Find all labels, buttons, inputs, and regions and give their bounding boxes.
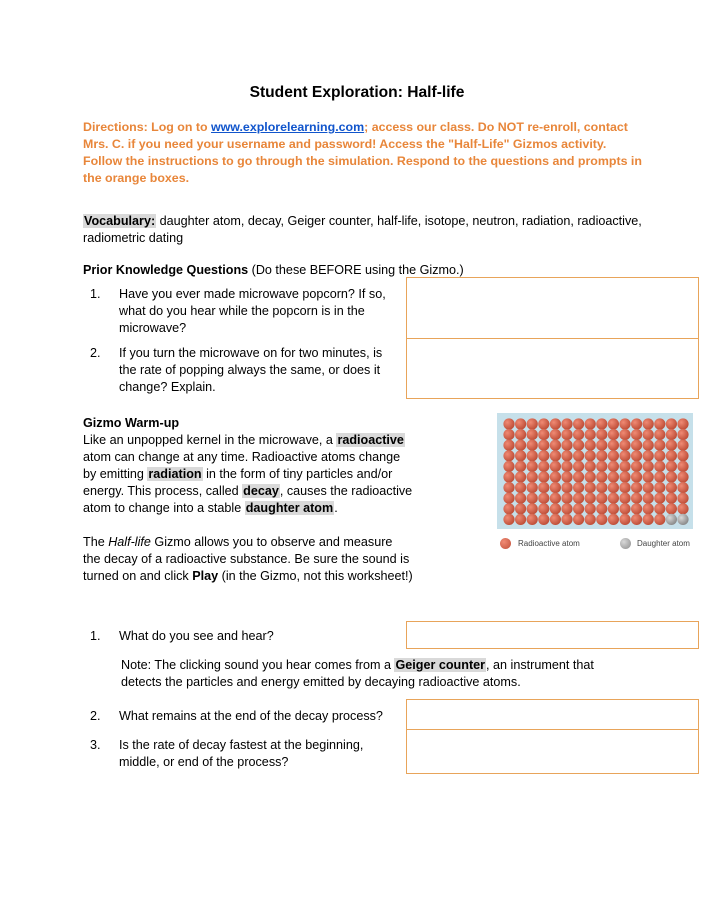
radioactive-atom: [643, 514, 654, 525]
radioactive-atom: [527, 471, 538, 482]
radioactive-atom: [561, 450, 572, 461]
radioactive-atom: [631, 429, 642, 440]
radioactive-atom: [643, 450, 654, 461]
radioactive-atom: [550, 482, 561, 493]
radioactive-atom: [596, 514, 607, 525]
radioactive-atom: [654, 450, 665, 461]
radioactive-atom: [596, 450, 607, 461]
radioactive-atom: [561, 493, 572, 504]
radioactive-atom: [515, 429, 526, 440]
radioactive-atom: [561, 429, 572, 440]
radioactive-atom: [550, 429, 561, 440]
radioactive-atom: [619, 429, 630, 440]
play-word: Play: [192, 569, 219, 583]
radioactive-atom: [654, 429, 665, 440]
radioactive-atom: [503, 461, 514, 472]
radioactive-atom: [585, 440, 596, 451]
radioactive-atom: [666, 429, 677, 440]
radioactive-atom: [573, 493, 584, 504]
radioactive-atom: [561, 418, 572, 429]
radioactive-atom: [643, 503, 654, 514]
radioactive-atom: [619, 471, 630, 482]
question-number: 3.: [90, 738, 101, 752]
radioactive-atom: [608, 461, 619, 472]
radioactive-atom: [619, 440, 630, 451]
radioactive-atom: [585, 461, 596, 472]
daughter-atom: [677, 514, 688, 525]
radioactive-atom: [585, 482, 596, 493]
radioactive-atom: [631, 482, 642, 493]
radioactive-atom: [666, 471, 677, 482]
radioactive-atom: [527, 440, 538, 451]
radioactive-atom: [550, 418, 561, 429]
warmup-paragraph-1: Like an unpopped kernel in the microwave, a radioactive atom can change at any time. Radioactive atoms change by emitting radiation in the form of tiny particles and/or energy. This process, called decay, causes the radioactive atom to change into a stable daughter atom.: [83, 433, 413, 515]
daughter-atom: [666, 514, 677, 525]
question-text: If you turn the microwave on for two minutes, is the rate of popping always the same, or does it change? Explain.: [119, 346, 383, 394]
radioactive-atom: [585, 450, 596, 461]
radioactive-atom: [608, 514, 619, 525]
radioactive-atom: [538, 514, 549, 525]
radioactive-atom: [643, 418, 654, 429]
radioactive-atom: [527, 482, 538, 493]
radioactive-atom: [654, 461, 665, 472]
term-decay: decay: [243, 484, 279, 498]
radioactive-atom: [643, 482, 654, 493]
question-number: 1.: [90, 629, 101, 643]
radioactive-atom: [527, 450, 538, 461]
radioactive-atom: [515, 471, 526, 482]
prior-knowledge-title: Prior Knowledge Questions: [83, 263, 249, 277]
radioactive-atom: [596, 461, 607, 472]
radioactive-atom: [538, 418, 549, 429]
radioactive-atom: [573, 418, 584, 429]
radioactive-atom: [515, 493, 526, 504]
radioactive-atom-legend-icon: [500, 538, 511, 549]
question-number: 1.: [90, 287, 101, 301]
radioactive-atom: [527, 429, 538, 440]
radioactive-atom: [573, 429, 584, 440]
term-geiger-counter: Geiger counter: [395, 658, 486, 672]
radioactive-atom: [608, 471, 619, 482]
term-daughter-atom: daughter atom: [245, 501, 334, 515]
radioactive-atom: [561, 440, 572, 451]
radioactive-atom: [666, 482, 677, 493]
radioactive-atom: [643, 440, 654, 451]
radioactive-atom: [503, 418, 514, 429]
vocabulary-label: Vocabulary:: [84, 214, 156, 228]
directions-prefix: Directions: Log on to: [83, 120, 212, 134]
radioactive-atom: [596, 503, 607, 514]
answer-box-prior-2[interactable]: [406, 338, 699, 399]
radioactive-atom: [538, 440, 549, 451]
radioactive-atom: [619, 514, 630, 525]
radioactive-atom: [619, 493, 630, 504]
gizmo-simulation-image: [497, 413, 693, 529]
radioactive-atom: [503, 471, 514, 482]
radioactive-atom: [654, 493, 665, 504]
page-title: Student Exploration: Half-life: [249, 84, 465, 101]
radioactive-atom: [619, 418, 630, 429]
radioactive-atom: [619, 482, 630, 493]
radioactive-atom: [561, 461, 572, 472]
radioactive-atom: [654, 440, 665, 451]
radioactive-atom: [538, 429, 549, 440]
radioactive-atom: [631, 418, 642, 429]
radioactive-atom: [677, 503, 688, 514]
radioactive-atom: [515, 418, 526, 429]
directions-suffix: ; access our class. Do NOT re-enroll, contact Mrs. C. if you need your username and password! Access the "Half-Life" Gizmos activity. Follow the instructions to go through the simulation. Respond to the questions and prompts in the orange boxes.: [83, 120, 642, 185]
warmup-paragraph-2: The Half-life Gizmo allows you to observe and measure the decay of a radioactive substance. Be sure the sound is turned on and click Play (in the Gizmo, not this worksheet!): [83, 535, 413, 583]
radioactive-atom: [596, 440, 607, 451]
explorelearning-link[interactable]: www.explorelearning.com: [211, 120, 365, 134]
radioactive-atom: [503, 514, 514, 525]
radioactive-atom: [515, 514, 526, 525]
radioactive-atom: [550, 503, 561, 514]
question-number: 2.: [90, 346, 101, 360]
radioactive-atom: [538, 503, 549, 514]
radioactive-atom: [561, 471, 572, 482]
radioactive-atom: [677, 461, 688, 472]
answer-box-3[interactable]: [406, 729, 699, 774]
radioactive-atom: [631, 471, 642, 482]
radioactive-atom: [608, 440, 619, 451]
radioactive-atom: [619, 450, 630, 461]
radioactive-atom: [527, 493, 538, 504]
radioactive-atom: [585, 514, 596, 525]
radioactive-atom: [596, 471, 607, 482]
radioactive-atom: [573, 514, 584, 525]
radioactive-atom: [666, 440, 677, 451]
radioactive-atom: [538, 450, 549, 461]
radioactive-atom: [608, 482, 619, 493]
answer-box-2[interactable]: [406, 699, 699, 730]
radioactive-atom: [538, 471, 549, 482]
radioactive-atom: [677, 450, 688, 461]
radioactive-atom: [573, 461, 584, 472]
prior-knowledge-note: (Do these BEFORE using the Gizmo.): [248, 263, 464, 277]
radioactive-atom: [631, 450, 642, 461]
radioactive-atom: [503, 503, 514, 514]
radioactive-atom: [538, 493, 549, 504]
radioactive-atom: [515, 482, 526, 493]
radioactive-atom: [666, 450, 677, 461]
radioactive-atom: [643, 429, 654, 440]
radioactive-atom: [677, 429, 688, 440]
radioactive-atom: [677, 493, 688, 504]
radioactive-atom: [538, 461, 549, 472]
radioactive-atom: [573, 440, 584, 451]
radioactive-atom: [666, 493, 677, 504]
radioactive-atom: [503, 493, 514, 504]
radioactive-atom: [550, 514, 561, 525]
radioactive-atom: [666, 418, 677, 429]
radioactive-atom: [503, 429, 514, 440]
vocabulary: [83, 213, 643, 247]
question-text: Is the rate of decay fastest at the beginning, middle, or end of the process?: [119, 738, 364, 769]
daughter-atom-legend-label: Daughter atom: [637, 539, 690, 548]
radioactive-atom: [608, 450, 619, 461]
radioactive-atom: [573, 471, 584, 482]
radioactive-atom: [619, 503, 630, 514]
radioactive-atom: [573, 450, 584, 461]
radioactive-atom: [596, 429, 607, 440]
radioactive-atom: [550, 461, 561, 472]
radioactive-atom: [503, 450, 514, 461]
radioactive-atom: [631, 440, 642, 451]
answer-box-prior-1[interactable]: [406, 277, 699, 339]
radioactive-atom: [550, 471, 561, 482]
radioactive-atom: [654, 471, 665, 482]
question-number: 2.: [90, 709, 101, 723]
radioactive-atom: [596, 493, 607, 504]
warmup-heading: Gizmo Warm-up: [83, 416, 180, 430]
radioactive-atom: [550, 493, 561, 504]
radioactive-atom: [515, 450, 526, 461]
radioactive-atom: [631, 514, 642, 525]
radioactive-atom: [527, 418, 538, 429]
radioactive-atom: [585, 493, 596, 504]
question-text: Have you ever made microwave popcorn? If so, what do you hear while the popcorn is in the microwave?: [119, 287, 386, 335]
vocabulary-text: daughter atom, decay, Geiger counter, half-life, isotope, neutron, radiation, radioactive, radiometric dating: [83, 214, 642, 245]
radioactive-atom: [654, 514, 665, 525]
radioactive-atom-legend-label: Radioactive atom: [518, 539, 580, 548]
radioactive-atom: [503, 482, 514, 493]
radioactive-atom: [538, 482, 549, 493]
atom-grid: [503, 418, 689, 526]
radioactive-atom: [643, 471, 654, 482]
radioactive-atom: [631, 503, 642, 514]
radioactive-atom: [666, 461, 677, 472]
term-radioactive: radioactive: [337, 433, 404, 447]
radioactive-atom: [515, 461, 526, 472]
radioactive-atom: [631, 493, 642, 504]
gizmo-name: Half-life: [108, 535, 151, 549]
radioactive-atom: [527, 461, 538, 472]
radioactive-atom: [619, 461, 630, 472]
radioactive-atom: [608, 418, 619, 429]
radioactive-atom: [631, 461, 642, 472]
geiger-note: Note: The clicking sound you hear comes from a Geiger counter, an instrument that detects the particles and energy emitted by decaying radioactive atoms.: [121, 658, 594, 689]
radioactive-atom: [585, 471, 596, 482]
radioactive-atom: [666, 503, 677, 514]
radioactive-atom: [608, 429, 619, 440]
radioactive-atom: [654, 418, 665, 429]
radioactive-atom: [643, 461, 654, 472]
radioactive-atom: [585, 418, 596, 429]
radioactive-atom: [573, 482, 584, 493]
radioactive-atom: [561, 482, 572, 493]
radioactive-atom: [585, 503, 596, 514]
radioactive-atom: [608, 493, 619, 504]
radioactive-atom: [515, 440, 526, 451]
radioactive-atom: [503, 440, 514, 451]
radioactive-atom: [596, 418, 607, 429]
warmup-section: [83, 415, 413, 585]
directions: [83, 119, 643, 187]
radioactive-atom: [677, 440, 688, 451]
daughter-atom-legend-icon: [620, 538, 631, 549]
radioactive-atom: [677, 418, 688, 429]
radioactive-atom: [596, 482, 607, 493]
radioactive-atom: [573, 503, 584, 514]
radioactive-atom: [561, 503, 572, 514]
radioactive-atom: [654, 482, 665, 493]
radioactive-atom: [654, 503, 665, 514]
answer-box-1[interactable]: [406, 621, 699, 649]
radioactive-atom: [608, 503, 619, 514]
question-text: What remains at the end of the decay process?: [119, 709, 383, 723]
radioactive-atom: [677, 471, 688, 482]
question-text: What do you see and hear?: [119, 629, 274, 643]
radioactive-atom: [515, 503, 526, 514]
radioactive-atom: [643, 493, 654, 504]
radioactive-atom: [585, 429, 596, 440]
radioactive-atom: [527, 503, 538, 514]
radioactive-atom: [561, 514, 572, 525]
term-radiation: radiation: [148, 467, 202, 481]
radioactive-atom: [550, 450, 561, 461]
radioactive-atom: [550, 440, 561, 451]
radioactive-atom: [527, 514, 538, 525]
radioactive-atom: [677, 482, 688, 493]
